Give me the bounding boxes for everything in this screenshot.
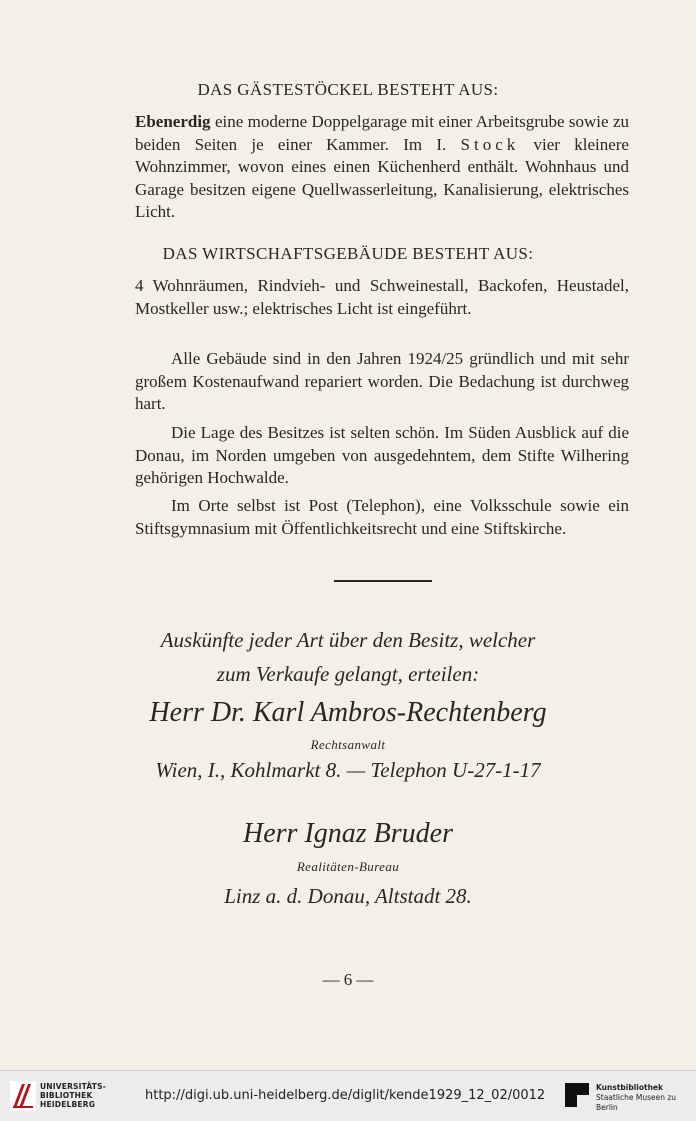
contact-person2-address: Linz a. d. Donau, Altstadt 28. — [224, 884, 472, 908]
library-name-line1: UNIVERSITÄTS- — [40, 1082, 107, 1091]
contact-person2-name: Herr Ignaz Bruder — [243, 818, 453, 849]
contact-person1-role: Rechtsanwalt — [310, 737, 386, 752]
library-name-line3: HEIDELBERG — [40, 1100, 96, 1109]
kunstbibliothek-logo-icon — [565, 1083, 589, 1107]
paragraph-spaced-word: Stock — [460, 134, 520, 154]
kunstbibliothek-name — [596, 1083, 696, 1113]
paragraph-amenities: Im Orte selbst ist Post (Telephon), eine Volksschule sowie ein Stiftsgymnasium mit Öffentlichkeitsrecht und eine Stiftskirche. — [135, 496, 629, 538]
contact-person1-name: Herr Dr. Karl Ambros-Rechtenberg — [149, 697, 547, 728]
contact-person2-role: Realitäten-Bureau — [296, 859, 400, 874]
heading-farm-building: DAS WIRTSCHAFTSGEBÄUDE BESTEHT AUS: — [162, 244, 534, 263]
heading-guesthouse: DAS GÄSTESTÖCKEL BESTEHT AUS: — [197, 80, 499, 99]
library-name-line2: BIBLIOTHEK — [40, 1091, 93, 1100]
paragraph-location: Die Lage des Besitzes ist selten schön. Im Süden Ausblick auf die Donau, im Norden umgeben von ausgedehntem, dem Stifte Wilhering gehörigen Hochwalde. — [135, 423, 629, 487]
paragraph-farm-building: 4 Wohnräumen, Rindvieh- und Schweinestall, Backofen, Heustadel, Mostkeller usw.; elektrisches Licht ist eingeführt. — [135, 276, 629, 318]
paragraph-guesthouse — [135, 111, 629, 224]
page-number: — 6 — — [322, 970, 374, 989]
permalink-url[interactable]: http://digi.ub.uni-heidelberg.de/diglit/kende1929_12_02/0012 — [145, 1088, 546, 1103]
university-library-logo-icon — [10, 1081, 36, 1111]
university-library-name — [40, 1082, 106, 1109]
contact-intro-line1: Auskünfte jeder Art über den Besitz, welcher — [160, 628, 536, 652]
contact-person1-address: Wien, I., Kohlmarkt 8. — Telephon U-27-1-17 — [155, 758, 541, 782]
paragraph-text-a: eine moderne Doppelgarage mit einer Arbeitsgrube sowie zu beiden Seiten je einer Kammer. Im I. — [135, 112, 629, 154]
contact-intro-line2: zum Verkaufe gelangt, erteilen: — [216, 662, 480, 686]
kunstbibliothek-line2: Staatliche Museen zu Berlin — [596, 1093, 677, 1112]
kunstbibliothek-line1: Kunstbibliothek — [596, 1083, 664, 1092]
viewer-footer — [0, 1070, 696, 1121]
paragraph-repairs: Alle Gebäude sind in den Jahren 1924/25 gründlich und mit sehr großem Kostenaufwand repariert worden. Die Bedachung ist durchweg hart. — [135, 349, 629, 413]
section-divider — [334, 580, 432, 582]
paragraph-lead-word: Ebenerdig — [135, 112, 211, 131]
paragraph-text-b: vier kleinere Wohnzimmer, wovon eines einen Küchenherd enthält. Wohnhaus und Garage besitzen eigene Quellwasserleitung, Kanalisierung, elektrisches Licht. — [135, 134, 629, 221]
